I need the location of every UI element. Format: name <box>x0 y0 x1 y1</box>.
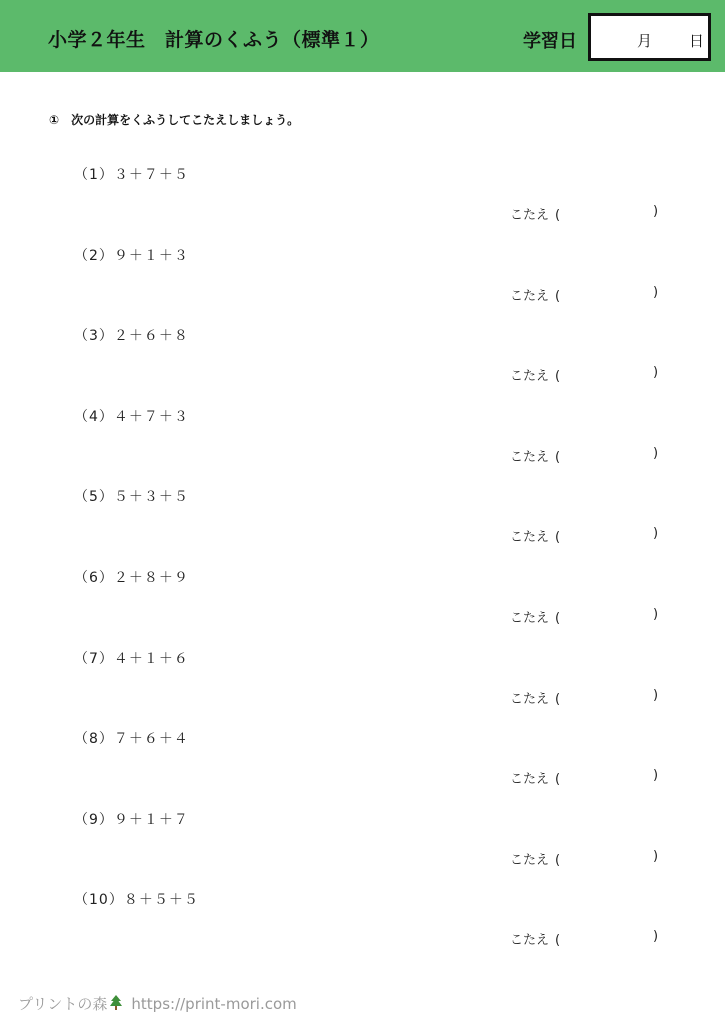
day-label: 日 <box>689 32 705 50</box>
problem-expression: （1）３＋７＋５ <box>74 167 189 183</box>
problem-expression: （7）４＋１＋６ <box>74 651 189 667</box>
problem-expression: （4）４＋７＋３ <box>74 409 189 425</box>
answer-close-paren: ) <box>653 446 659 461</box>
answer-field[interactable] <box>510 526 659 545</box>
answer-close-paren: ) <box>653 607 659 622</box>
answer-close-paren: ) <box>653 768 659 783</box>
answer-close-paren: ) <box>653 929 659 944</box>
answer-open-paren: ( <box>555 369 561 384</box>
answer-label: こたえ <box>510 853 550 868</box>
answer-close-paren: ) <box>653 526 659 541</box>
instruction-text: 次の計算をくふうしてこたえしましょう。 <box>71 113 300 127</box>
study-date-label: 学習日 <box>523 31 577 52</box>
instruction <box>49 111 299 128</box>
answer-field[interactable] <box>510 446 659 465</box>
answer-label: こたえ <box>510 369 550 384</box>
tree-icon <box>109 995 123 1015</box>
footer-url[interactable]: https://print-mori.com <box>131 995 297 1013</box>
answer-close-paren: ) <box>653 285 659 300</box>
answer-label: こたえ <box>510 450 550 465</box>
header-bar <box>0 0 725 72</box>
answer-label: こたえ <box>510 289 550 304</box>
answer-open-paren: ( <box>555 853 561 868</box>
problem-expression: （3）２＋６＋８ <box>74 328 189 344</box>
study-date-box[interactable] <box>588 13 711 61</box>
answer-label: こたえ <box>510 611 550 626</box>
answer-field[interactable] <box>510 849 659 868</box>
answer-close-paren: ) <box>653 204 659 219</box>
problem-expression: （9）９＋１＋７ <box>74 812 189 828</box>
answer-label: こたえ <box>510 208 550 223</box>
problem-expression: （2）９＋１＋３ <box>74 248 189 264</box>
answer-field[interactable] <box>510 204 659 223</box>
answer-open-paren: ( <box>555 772 561 787</box>
answer-open-paren: ( <box>555 692 561 707</box>
answer-close-paren: ) <box>653 365 659 380</box>
answer-label: こたえ <box>510 530 550 545</box>
answer-open-paren: ( <box>555 208 561 223</box>
problem-expression: （6）２＋８＋９ <box>74 570 189 586</box>
answer-field[interactable] <box>510 607 659 626</box>
worksheet-title: 小学２年生 計算のくふう（標準１） <box>48 29 380 51</box>
problem-expression: （10）８＋５＋５ <box>74 892 199 908</box>
answer-close-paren: ) <box>653 688 659 703</box>
answer-label: こたえ <box>510 692 550 707</box>
answer-field[interactable] <box>510 688 659 707</box>
month-label: 月 <box>637 32 653 50</box>
question-number: ① <box>49 113 60 127</box>
problem-expression: （8）７＋６＋４ <box>74 731 189 747</box>
answer-field[interactable] <box>510 285 659 304</box>
answer-field[interactable] <box>510 768 659 787</box>
problem-expression: （5）５＋３＋５ <box>74 489 189 505</box>
answer-label: こたえ <box>510 772 550 787</box>
answer-label: こたえ <box>510 933 550 948</box>
answer-field[interactable] <box>510 929 659 948</box>
answer-close-paren: ) <box>653 849 659 864</box>
footer-brand: プリントの森 <box>18 995 108 1013</box>
answer-open-paren: ( <box>555 611 561 626</box>
answer-open-paren: ( <box>555 933 561 948</box>
answer-open-paren: ( <box>555 530 561 545</box>
footer <box>18 993 297 1015</box>
answer-open-paren: ( <box>555 289 561 304</box>
answer-open-paren: ( <box>555 450 561 465</box>
answer-field[interactable] <box>510 365 659 384</box>
